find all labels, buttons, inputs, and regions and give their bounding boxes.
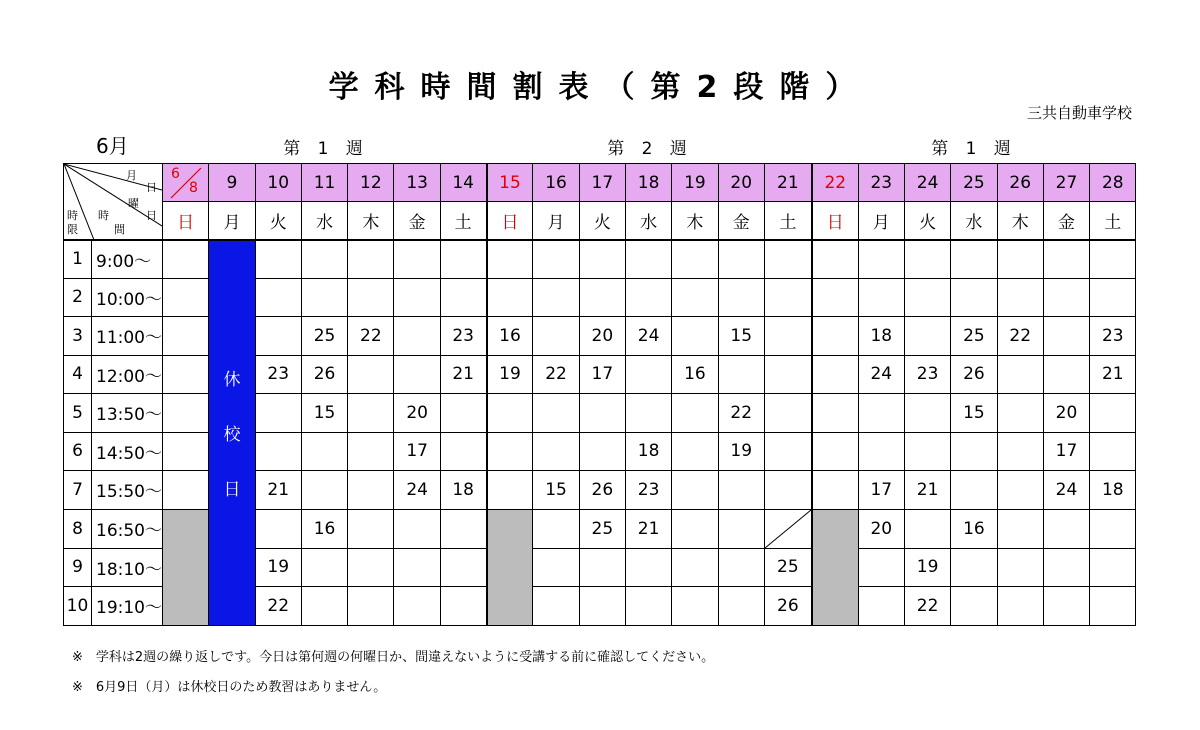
period-number: 6 — [64, 432, 92, 471]
class-cell — [1090, 432, 1136, 471]
holiday-char-1: 休 — [223, 370, 241, 390]
class-cell — [812, 471, 858, 510]
class-cell — [812, 278, 858, 317]
class-cell — [348, 278, 394, 317]
class-cell — [997, 548, 1043, 587]
class-cell — [904, 278, 950, 317]
date-cell: 22 — [812, 164, 858, 202]
class-cell — [904, 317, 950, 356]
weekday-cell: 土 — [440, 202, 486, 240]
class-cell: 17 — [579, 355, 625, 394]
class-cell — [579, 394, 625, 433]
class-cell — [301, 587, 347, 626]
class-cell — [997, 355, 1043, 394]
class-cell — [348, 548, 394, 587]
class-cell: 21 — [1090, 355, 1136, 394]
class-cell: 17 — [394, 432, 440, 471]
class-cell — [625, 587, 671, 626]
class-cell — [672, 394, 718, 433]
class-cell — [579, 548, 625, 587]
weekday-row — [64, 202, 1136, 240]
class-cell: 26 — [579, 471, 625, 510]
class-cell — [1090, 548, 1136, 587]
weekday-cell: 日 — [487, 202, 533, 240]
period-row — [64, 240, 1136, 279]
school-name: 三共自動車学校 — [1026, 104, 1132, 122]
class-cell — [625, 548, 671, 587]
class-cell: 23 — [1090, 317, 1136, 356]
class-cell: 15 — [718, 317, 764, 356]
weekday-cell: 土 — [1090, 202, 1136, 240]
class-cell — [533, 587, 579, 626]
class-cell — [487, 278, 533, 317]
class-cell: 26 — [764, 587, 812, 626]
class-cell — [163, 240, 209, 279]
class-cell — [533, 240, 579, 279]
period-time: 10:00〜 — [92, 278, 163, 317]
class-cell — [255, 432, 301, 471]
class-cell — [1043, 240, 1089, 279]
holiday-char-3: 日 — [223, 480, 241, 500]
class-cell — [163, 317, 209, 356]
class-cell — [858, 240, 904, 279]
class-cell: 15 — [533, 471, 579, 510]
class-cell — [997, 509, 1043, 548]
week-label-2: 第 2 週 — [607, 139, 693, 159]
period-time: 12:00〜 — [92, 355, 163, 394]
holiday-column — [209, 240, 255, 626]
corner-diagonal-lines — [64, 164, 162, 240]
class-cell — [533, 548, 579, 587]
class-cell — [997, 394, 1043, 433]
class-cell — [440, 548, 486, 587]
class-cell — [348, 471, 394, 510]
weekday-cell: 月 — [533, 202, 579, 240]
class-cell — [533, 394, 579, 433]
class-cell: 15 — [951, 394, 997, 433]
class-cell: 22 — [997, 317, 1043, 356]
class-cell — [858, 587, 904, 626]
class-cell — [718, 278, 764, 317]
class-cell — [672, 548, 718, 587]
weekday-cell: 木 — [997, 202, 1043, 240]
class-cell: 20 — [579, 317, 625, 356]
timetable — [63, 163, 1136, 626]
class-cell — [1043, 278, 1089, 317]
class-cell — [858, 278, 904, 317]
closed-cell — [487, 509, 533, 625]
class-cell — [1090, 240, 1136, 279]
holiday-char-2: 校 — [223, 425, 241, 445]
period-number: 9 — [64, 548, 92, 587]
date-cell: 14 — [440, 164, 486, 202]
period-number: 1 — [64, 240, 92, 279]
month-label: 6月 — [96, 134, 129, 158]
class-cell — [1090, 278, 1136, 317]
weekday-cell: 木 — [348, 202, 394, 240]
weekday-cell: 水 — [301, 202, 347, 240]
class-cell — [718, 587, 764, 626]
class-cell: 18 — [1090, 471, 1136, 510]
class-cell — [394, 317, 440, 356]
week-label-1: 第 1 週 — [283, 139, 369, 159]
period-number: 3 — [64, 317, 92, 356]
class-cell — [904, 394, 950, 433]
class-cell — [718, 355, 764, 394]
class-cell: 23 — [440, 317, 486, 356]
weekday-cell: 金 — [394, 202, 440, 240]
class-cell — [255, 278, 301, 317]
weekday-cell: 日 — [812, 202, 858, 240]
class-cell — [764, 394, 812, 433]
class-cell — [997, 240, 1043, 279]
weekday-cell: 火 — [255, 202, 301, 240]
class-cell — [394, 548, 440, 587]
period-number: 8 — [64, 509, 92, 548]
class-cell: 25 — [951, 317, 997, 356]
class-cell — [163, 471, 209, 510]
class-cell — [764, 355, 812, 394]
note-1: ※ 学科は2週の繰り返しです。今日は第何週の何曜日か、間違えないように受講する前に確認してください。 — [72, 650, 715, 665]
class-cell — [394, 355, 440, 394]
class-cell: 23 — [904, 355, 950, 394]
period-time: 18:10〜 — [92, 548, 163, 587]
date-cell: 23 — [858, 164, 904, 202]
class-cell — [718, 240, 764, 279]
class-cell — [533, 432, 579, 471]
class-cell — [487, 394, 533, 433]
corner-time-2: 間 — [114, 223, 125, 236]
period-time: 14:50〜 — [92, 432, 163, 471]
class-cell — [163, 394, 209, 433]
weekday-cell: 水 — [951, 202, 997, 240]
date-day: 8 — [189, 180, 198, 196]
class-cell — [718, 509, 764, 548]
class-cell — [904, 509, 950, 548]
class-cell — [348, 432, 394, 471]
class-cell — [348, 587, 394, 626]
class-cell: 16 — [951, 509, 997, 548]
class-cell: 22 — [904, 587, 950, 626]
class-cell — [533, 278, 579, 317]
class-cell — [301, 432, 347, 471]
class-cell: 16 — [487, 317, 533, 356]
class-cell: 24 — [625, 317, 671, 356]
class-cell — [858, 432, 904, 471]
week-label-3: 第 1 週 — [931, 139, 1017, 159]
date-cell: 10 — [255, 164, 301, 202]
class-cell — [764, 471, 812, 510]
weekday-cell: 月 — [858, 202, 904, 240]
class-cell — [997, 587, 1043, 626]
class-cell: 24 — [394, 471, 440, 510]
date-cell — [163, 164, 209, 202]
note-2: ※ 6月9日（月）は休校日のため教習はありません。 — [72, 680, 387, 695]
class-cell: 22 — [718, 394, 764, 433]
class-cell — [951, 432, 997, 471]
class-cell — [1043, 317, 1089, 356]
class-cell: 21 — [625, 509, 671, 548]
weekday-cell: 水 — [625, 202, 671, 240]
class-cell — [579, 432, 625, 471]
class-cell: 17 — [1043, 432, 1089, 471]
corner-weekday-1: 曜 — [128, 197, 139, 210]
class-cell — [625, 394, 671, 433]
date-cell: 12 — [348, 164, 394, 202]
period-number: 5 — [64, 394, 92, 433]
class-cell — [301, 548, 347, 587]
class-cell — [812, 317, 858, 356]
date-cell: 13 — [394, 164, 440, 202]
class-cell: 21 — [904, 471, 950, 510]
class-cell — [301, 240, 347, 279]
class-cell — [348, 240, 394, 279]
class-cell — [764, 278, 812, 317]
date-cell: 21 — [764, 164, 812, 202]
corner-weekday-2: 日 — [146, 209, 157, 222]
class-cell — [672, 509, 718, 548]
class-cell — [487, 432, 533, 471]
class-cell — [812, 432, 858, 471]
closed-cell — [163, 509, 209, 625]
class-cell: 23 — [625, 471, 671, 510]
date-cell: 20 — [718, 164, 764, 202]
class-cell — [533, 509, 579, 548]
corner-period-2: 限 — [67, 223, 78, 236]
period-number: 10 — [64, 587, 92, 626]
class-cell: 19 — [718, 432, 764, 471]
corner-header — [64, 164, 163, 240]
class-cell — [1090, 587, 1136, 626]
class-cell: 20 — [858, 509, 904, 548]
class-cell — [625, 240, 671, 279]
class-cell — [255, 394, 301, 433]
period-time: 16:50〜 — [92, 509, 163, 548]
class-cell — [672, 278, 718, 317]
class-cell — [672, 432, 718, 471]
class-cell: 18 — [440, 471, 486, 510]
period-number: 2 — [64, 278, 92, 317]
class-cell — [579, 240, 625, 279]
class-cell — [394, 509, 440, 548]
class-cell — [533, 317, 579, 356]
class-cell — [718, 471, 764, 510]
class-cell — [858, 548, 904, 587]
weekday-cell: 金 — [718, 202, 764, 240]
corner-day: 日 — [146, 181, 157, 194]
class-cell: 19 — [487, 355, 533, 394]
class-cell — [163, 355, 209, 394]
class-cell — [301, 278, 347, 317]
class-cell — [951, 587, 997, 626]
corner-period-1: 時 — [67, 209, 78, 222]
page-title: 学科時間割表（第2段階） — [328, 70, 872, 105]
class-cell — [394, 278, 440, 317]
class-cell — [579, 587, 625, 626]
date-cell: 26 — [997, 164, 1043, 202]
class-cell — [997, 471, 1043, 510]
class-cell: 24 — [1043, 471, 1089, 510]
class-cell: 25 — [301, 317, 347, 356]
period-number: 4 — [64, 355, 92, 394]
period-number: 7 — [64, 471, 92, 510]
class-cell: 15 — [301, 394, 347, 433]
weekday-cell: 金 — [1043, 202, 1089, 240]
corner-month: 月 — [126, 169, 137, 182]
date-cell: 11 — [301, 164, 347, 202]
class-cell — [487, 240, 533, 279]
date-cell: 15 — [487, 164, 533, 202]
class-cell — [718, 548, 764, 587]
class-cell — [1043, 509, 1089, 548]
class-cell — [394, 240, 440, 279]
date-cell: 9 — [209, 164, 255, 202]
class-cell — [440, 278, 486, 317]
date-cell: 25 — [951, 164, 997, 202]
class-cell — [672, 587, 718, 626]
class-cell — [812, 394, 858, 433]
class-cell — [1043, 548, 1089, 587]
weekday-cell: 土 — [764, 202, 812, 240]
date-cell: 16 — [533, 164, 579, 202]
class-cell — [904, 240, 950, 279]
class-cell — [858, 394, 904, 433]
class-cell — [764, 432, 812, 471]
date-month: 6 — [171, 166, 180, 182]
date-cell: 28 — [1090, 164, 1136, 202]
class-cell — [997, 432, 1043, 471]
date-cell: 18 — [625, 164, 671, 202]
date-cell: 24 — [904, 164, 950, 202]
class-cell — [301, 471, 347, 510]
class-cell: 25 — [764, 548, 812, 587]
class-cell: 17 — [858, 471, 904, 510]
class-cell: 21 — [440, 355, 486, 394]
date-cell: 17 — [579, 164, 625, 202]
class-cell — [440, 509, 486, 548]
class-cell — [812, 355, 858, 394]
class-cell — [625, 355, 671, 394]
class-cell — [348, 509, 394, 548]
class-cell: 16 — [301, 509, 347, 548]
class-cell: 19 — [904, 548, 950, 587]
class-cell — [348, 355, 394, 394]
class-cell — [255, 240, 301, 279]
period-time: 13:50〜 — [92, 394, 163, 433]
class-cell: 22 — [255, 587, 301, 626]
class-cell: 24 — [858, 355, 904, 394]
date-slash — [163, 164, 209, 202]
class-cell: 20 — [1043, 394, 1089, 433]
class-cell: 22 — [348, 317, 394, 356]
period-time: 15:50〜 — [92, 471, 163, 510]
weekday-cell: 木 — [672, 202, 718, 240]
class-cell — [1090, 509, 1136, 548]
class-cell — [812, 240, 858, 279]
class-cell — [163, 278, 209, 317]
date-row — [64, 164, 1136, 202]
class-cell — [951, 548, 997, 587]
class-cell — [672, 240, 718, 279]
class-cell — [997, 278, 1043, 317]
class-cell: 23 — [255, 355, 301, 394]
class-cell — [348, 394, 394, 433]
class-cell — [440, 240, 486, 279]
class-cell — [440, 394, 486, 433]
period-time: 9:00〜 — [92, 240, 163, 279]
class-cell — [163, 432, 209, 471]
weekday-cell: 月 — [209, 202, 255, 240]
weekday-cell: 日 — [163, 202, 209, 240]
class-cell — [951, 278, 997, 317]
class-cell: 22 — [533, 355, 579, 394]
class-cell — [764, 317, 812, 356]
class-cell — [255, 317, 301, 356]
class-cell: 26 — [951, 355, 997, 394]
class-cell: 21 — [255, 471, 301, 510]
corner-time-1: 時 — [98, 209, 109, 222]
class-cell — [1043, 587, 1089, 626]
class-cell — [1043, 355, 1089, 394]
class-cell — [440, 587, 486, 626]
class-cell: 26 — [301, 355, 347, 394]
class-cell: 25 — [579, 509, 625, 548]
class-cell — [255, 509, 301, 548]
date-cell: 27 — [1043, 164, 1089, 202]
class-cell — [904, 432, 950, 471]
class-cell — [764, 509, 812, 548]
class-cell: 18 — [858, 317, 904, 356]
class-cell: 20 — [394, 394, 440, 433]
weekday-cell: 火 — [579, 202, 625, 240]
period-time: 19:10〜 — [92, 587, 163, 626]
class-cell — [951, 240, 997, 279]
class-cell — [1090, 394, 1136, 433]
class-cell: 19 — [255, 548, 301, 587]
date-cell: 19 — [672, 164, 718, 202]
class-cell — [951, 471, 997, 510]
class-cell — [625, 278, 671, 317]
class-cell: 16 — [672, 355, 718, 394]
class-cell — [440, 432, 486, 471]
no-class-slash — [765, 510, 811, 548]
class-cell — [579, 278, 625, 317]
class-cell — [672, 471, 718, 510]
class-cell — [394, 587, 440, 626]
class-cell — [672, 317, 718, 356]
period-time: 11:00〜 — [92, 317, 163, 356]
weekday-cell: 火 — [904, 202, 950, 240]
class-cell — [487, 471, 533, 510]
class-cell — [764, 240, 812, 279]
closed-cell — [812, 509, 858, 625]
class-cell: 18 — [625, 432, 671, 471]
